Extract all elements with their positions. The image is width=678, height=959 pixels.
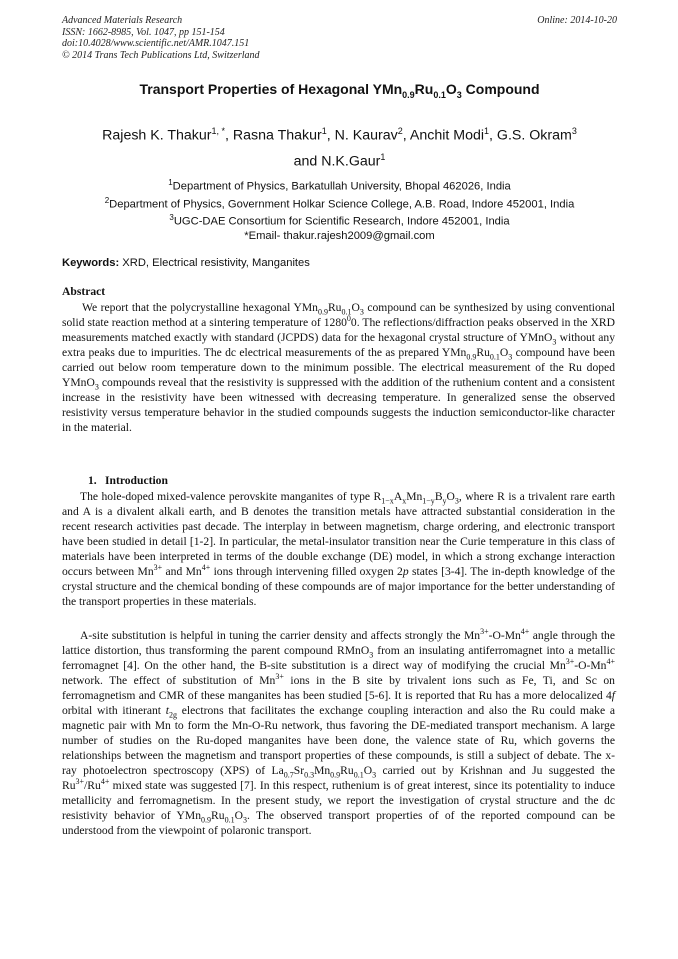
intro-paragraph-2: A-site substitution is helpful in tuning the carrier density and affects strongly the $Mn^{3+}-O-Mn^{4+}$ angle through the lattice distortion, thus transforming the parent compound RMnO$_3$ from an insulating antiferromagnet into a metallic ferromagnet [4]. On the other hand, the B-site substitution is a direct way of modifying the crucial $Mn^{3+}-O-Mn^{4+}$ network. The effect of substitution of $Mn^{3+}$ ions in the B site by trivalent ions such as Fe, Ti, and Sc on ferromagnetism and CMR of these manganites has been studied [5-6]. It is reported that Ru has a more delocalized 4f orbital with itinerant $t_{2g}$ electrons that facilitates the exchange coupling interaction and also the Ru could make a magnetic pair with Mn to form the Mn-O-Ru network, thus favoring the DE-mediated transport mechanism. A large number of studies on the Ru-doped manganites have been done, the valence state of Ru, which governs the relationships between the magnetism and transport properties of these compounds, is still a subject of debate. The x-ray photoelectron spectroscopy (XPS) of $La_{0.7}Sr_{0.3}Mn_{0.9}Ru_{0.1}O_3$ carried out by Krishnan and Ju suggested the $Ru^{3+}/Ru^{4+}$ mixed state was suggested [7]. In this respect, ruthenium is of great interest, since its potentiality to induce metallicity and ferromagnetism. In the present study, we report the investigation of crystal structure and the dc resistivity behavior of $YMn_{0.9}Ru_{0.1}O_3$. The observed transport properties of of the reported compound can be understood from the viewpoint of polaronic transport. bbox=[62, 627, 615, 837]
introduction-heading: 1. Introduction bbox=[88, 474, 168, 487]
affiliations bbox=[62, 176, 617, 229]
abstract-heading: Abstract bbox=[62, 285, 106, 298]
journal-name: Advanced Materials Research bbox=[62, 15, 183, 26]
corresponding-email: *Email- thakur.rajesh2009@gmail.com bbox=[244, 230, 435, 242]
affiliation-2: $^2$Department of Physics, Government Holkar Science College, A.B. Road, Indore 452001, India bbox=[104, 195, 575, 211]
abstract-text: We report that the polycrystalline hexagonal $YMn_{0.9}Ru_{0.1}O_3$ compound can be synthesized by using conventional solid state reaction method at a sintering temperature of 1280$^0$0. The reflections/diffraction peaks observed in the XRD measurements matched exactly with standard (JCPDS) data for the hexagonal crystal structure of YMnO$_3$ without any extra peaks due to impurities. The dc electrical measurements of the as prepared $YMn_{0.9}Ru_{0.1}O_3$ compound have been carried out below room temperature down to the minimum possible. The electrical measurement of the Ru doped YMnO$_3$ compounds reveal that the resistivity is suppressed with the addition of the ruthenium content and a consistent increase in the resistivity have been witnessed with decreasing temperature. In generalized sense the observed resistivity versus temperature behavior in the studied compounds suggests the induction semiconductor-like character in the material. bbox=[62, 301, 616, 434]
journal-header bbox=[62, 15, 617, 61]
paper-title: Transport Properties of Hexagonal $YMn_{0.9}Ru_{0.1}O_3$ Compound bbox=[139, 81, 540, 100]
doi-line: doi:10.4028/www.scientific.net/AMR.1047.151 bbox=[62, 38, 250, 49]
keywords: Keywords: XRD, Electrical resistivity, Manganites bbox=[62, 257, 310, 269]
issn-line: ISSN: 1662-8985, Vol. 1047, pp 151-154 bbox=[62, 26, 225, 38]
affiliation-1: $^1$Department of Physics, Barkatullah University, Bhopal 462026, India bbox=[168, 178, 511, 193]
affiliation-3: $^3$UGC-DAE Consortium for Scientific Research, Indore 452001, India bbox=[169, 213, 510, 229]
online-date: Online: 2014-10-20 bbox=[537, 15, 617, 26]
copyright-line: © 2014 Trans Tech Publications Ltd, Switzerland bbox=[62, 49, 260, 61]
intro-paragraph-1: The hole-doped mixed-valence perovskite manganites of type $R_{1-x}A_xMn_{1-y}B_yO_3$, where R is a trivalent rare earth and A is a divalent alkali earth, and B denotes the transition metals have attracted substantial consideration in the recent research activities past decade. The interplay in between magnetism, charge ordering, and electronic transport have been studied in detail [1-2]. In particular, the metal-insulator transition near the Curie temperature in this class of materials have been interpreted in terms of the double exchange (DE) model, in which a strong exchange interaction occurs between $Mn^{3+}$ and $Mn^{4+}$ ions through intervening filled oxygen 2p states [3-4]. The in-depth knowledge of the crystal structure and the chemical bonding of these compounds are of major importance for the better understanding of the transport properties in these materials. bbox=[62, 490, 615, 608]
author-list: Rajesh K. Thakur$^{1, *}$, Rasna Thakur$^1$, N. Kaurav$^2$, Anchit Modi$^1$, G.S. Okram$^3$ and N.K.Gaur$^1$ bbox=[102, 126, 577, 170]
